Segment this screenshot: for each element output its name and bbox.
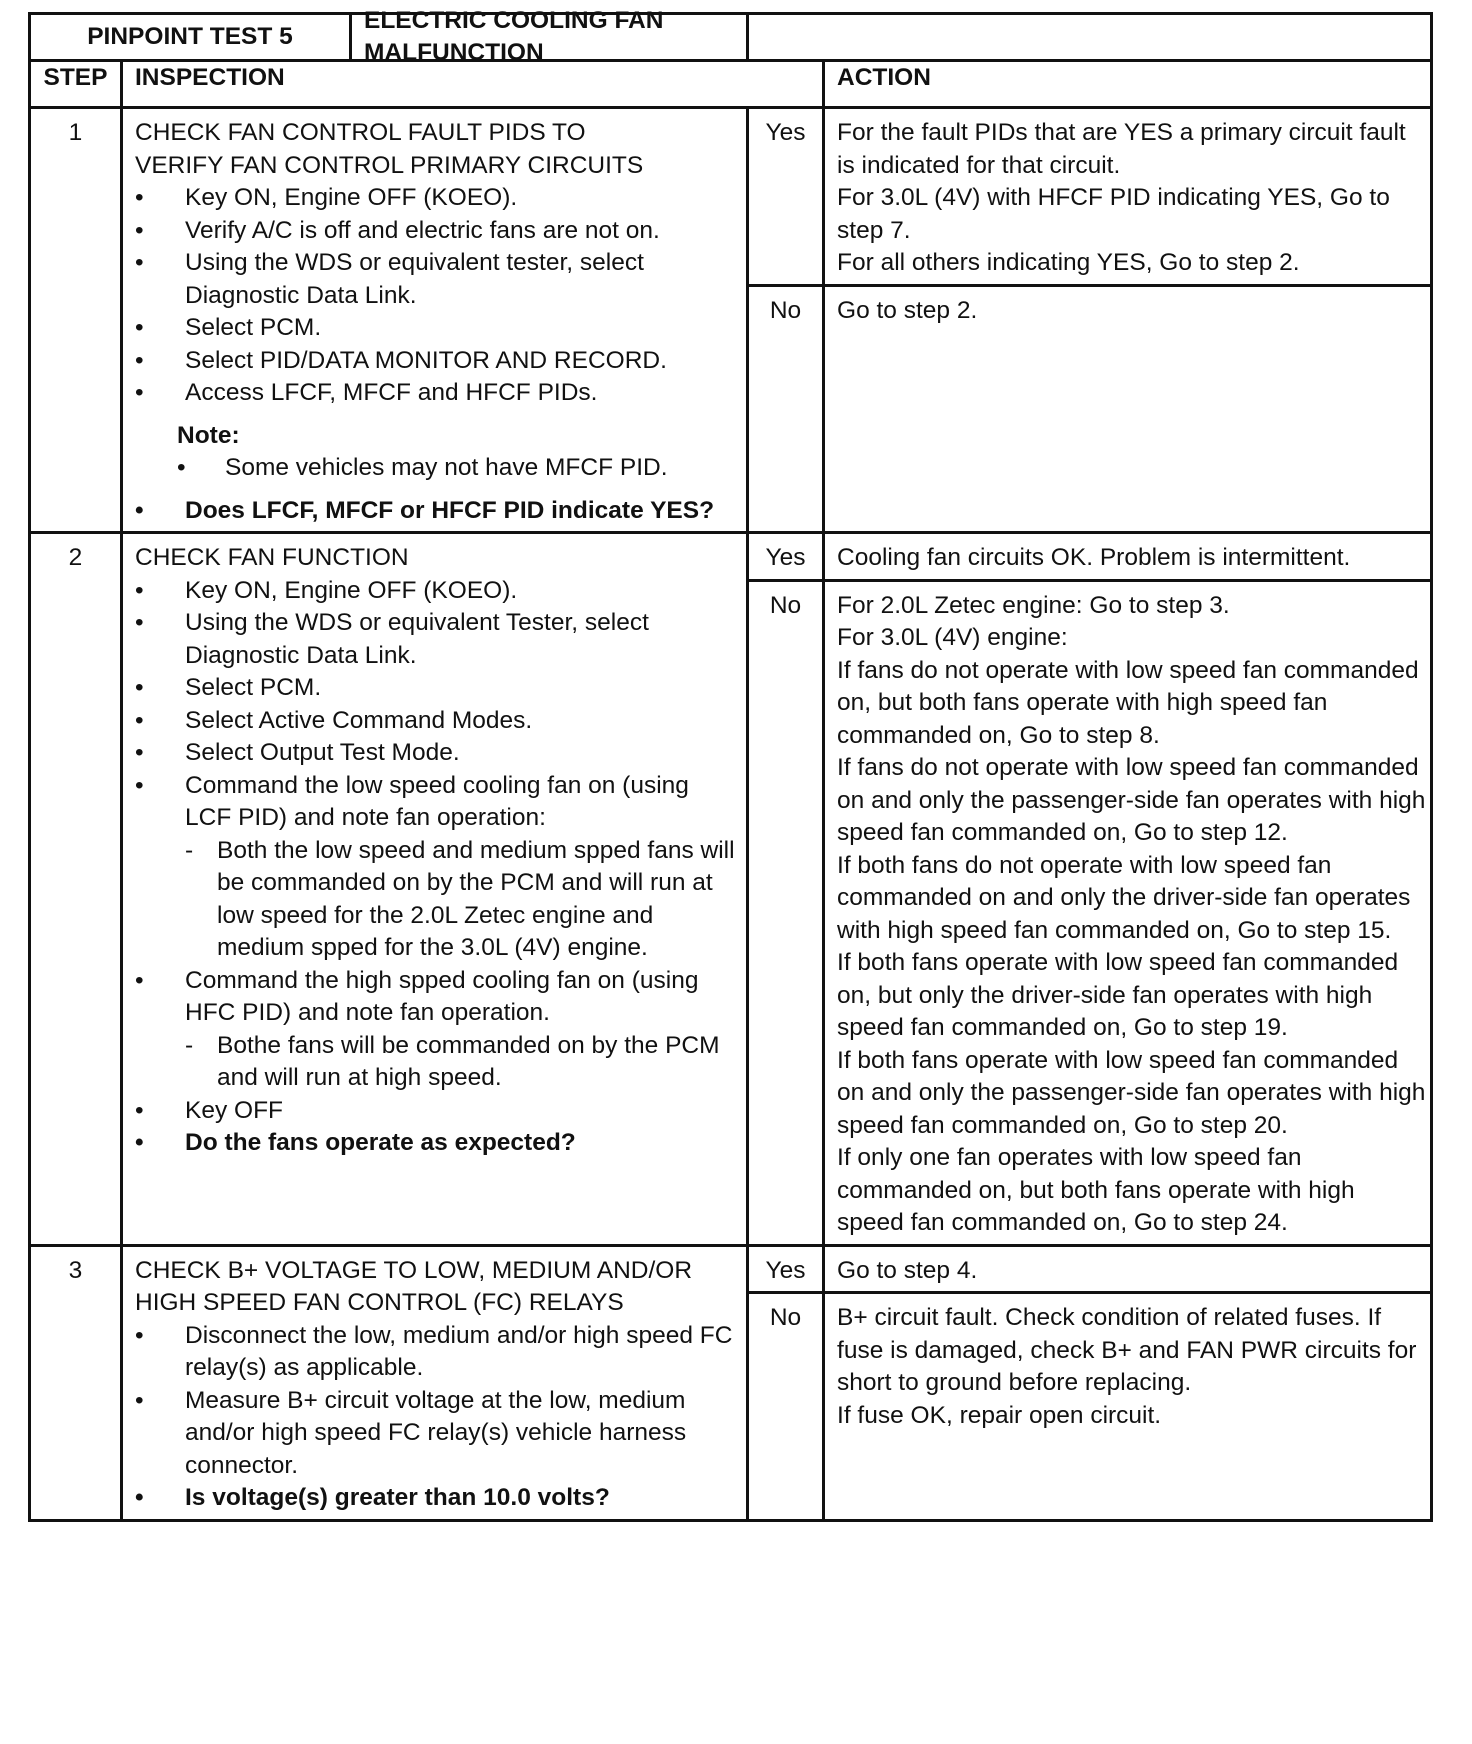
- no-action: Go to step 2.: [824, 285, 1432, 533]
- pinpoint-test-table: [28, 6, 1433, 1522]
- no-label: No: [748, 1293, 824, 1521]
- inspection-bullets: [135, 182, 740, 410]
- list-item: • Using the WDS or equivalent tester, select Diagnostic Data Link.: [135, 247, 740, 312]
- note-item: • Some vehicles may not have MFCF PID.: [177, 452, 740, 485]
- list-item: • Command the high spped cooling fan on (using HFC PID) and note fan operation. - Bothe fans will be commanded on by the PCM and will run at high speed.: [135, 965, 740, 1095]
- list-item: • Access LFCF, MFCF and HFCF PIDs.: [135, 377, 740, 410]
- test-title: ELECTRIC COOLING FAN MALFUNCTION: [364, 6, 664, 66]
- step-number: 1: [30, 108, 122, 533]
- sub-item: - Both the low speed and medium spped fans will be commanded on by the PCM and will run at low speed for the 2.0L Zetec engine and medium spped for the 3.0L (4V) engine.: [185, 835, 740, 965]
- step-row-2: [30, 533, 1432, 581]
- yes-label: Yes: [748, 108, 824, 286]
- step-title: CHECK FAN CONTROL FAULT PIDS TO VERIFY FAN CONTROL PRIMARY CIRCUITS: [135, 119, 644, 179]
- step-number: 2: [30, 533, 122, 1246]
- step-title: CHECK FAN FUNCTION: [135, 544, 409, 571]
- list-item: • Verify A/C is off and electric fans are not on.: [135, 215, 740, 248]
- step-row-1: [30, 108, 1432, 286]
- col-step-header: STEP: [30, 61, 122, 108]
- list-item: • Disconnect the low, medium and/or high speed FC relay(s) as applicable.: [135, 1320, 740, 1385]
- no-label: No: [748, 285, 824, 533]
- note-title: Note:: [177, 421, 240, 449]
- col-inspection-header: INSPECTION: [122, 61, 824, 108]
- step-inspection: [122, 108, 748, 533]
- inspection-bullets: [135, 575, 740, 1160]
- col-action-header: ACTION: [824, 61, 1432, 108]
- list-item: • Command the low speed cooling fan on (using LCF PID) and note fan operation: - Both the low speed and medium spped fans will be commanded on by the PCM and will run at low speed for the 2.0L Zetec engine and medium spped for the 3.0L (4V) engine.: [135, 770, 740, 965]
- no-action: For 2.0L Zetec engine: Go to step 3. For 3.0L (4V) engine: If fans do not operate with low speed fan commanded on, but both fans operate with high speed fan commanded on, Go to step 8. If fans do not operate with low speed fan commanded on and only the passenger-side fan operates with high speed fan commanded on, Go to step 12. If both fans do not operate with low speed fan commanded on and only the driver-side fan operates with high speed fan commanded on, Go to step 15. If both fans operate with low speed fan commanded on, but only the driver-side fan operates with high speed fan commanded on, Go to step 19. If both fans operate with low speed fan commanded on and only the passenger-side fan operates with high speed fan commanded on, Go to step 20. If only one fan operates with low speed fan commanded on, but both fans operate with high speed fan commanded on, Go to step 24.: [824, 580, 1432, 1245]
- list-item: • Select PCM.: [135, 312, 740, 345]
- step-inspection: [122, 533, 748, 1246]
- list-item: • Select PCM.: [135, 672, 740, 705]
- list-item: • Select Output Test Mode.: [135, 737, 740, 770]
- step-title: CHECK B+ VOLTAGE TO LOW, MEDIUM AND/OR HIGH SPEED FAN CONTROL (FC) RELAYS: [135, 1256, 693, 1316]
- yes-label: Yes: [748, 533, 824, 581]
- test-label: PINPOINT TEST 5: [31, 15, 352, 59]
- list-item: • Measure B+ circuit voltage at the low, medium and/or high speed FC relay(s) vehicle harness connector.: [135, 1385, 740, 1483]
- step-question: • Is voltage(s) greater than 10.0 volts?: [135, 1482, 740, 1515]
- inspection-bullets: [135, 1320, 740, 1515]
- list-item: • Key OFF: [135, 1095, 740, 1128]
- sub-item: - Bothe fans will be commanded on by the PCM and will run at high speed.: [185, 1030, 740, 1095]
- step-question: • Do the fans operate as expected?: [135, 1127, 740, 1160]
- yes-action: Go to step 4.: [824, 1245, 1432, 1293]
- yes-action: For the fault PIDs that are YES a primary circuit fault is indicated for that circuit. For 3.0L (4V) with HFCF PID indicating YES, Go to step 7. For all others indicating YES, Go to step 2.: [824, 108, 1432, 286]
- step-inspection: [122, 1245, 748, 1520]
- yes-label: Yes: [748, 1245, 824, 1293]
- note-box: [177, 420, 740, 485]
- list-item: • Select Active Command Modes.: [135, 705, 740, 738]
- list-item: • Key ON, Engine OFF (KOEO).: [135, 182, 740, 215]
- yes-action: Cooling fan circuits OK. Problem is intermittent.: [824, 533, 1432, 581]
- list-item: • Key ON, Engine OFF (KOEO).: [135, 575, 740, 608]
- no-label: No: [748, 580, 824, 1245]
- no-action: B+ circuit fault. Check condition of related fuses. If fuse is damaged, check B+ and FAN PWR circuits for short to ground before replacing. If fuse OK, repair open circuit.: [824, 1293, 1432, 1521]
- step-question: • Does LFCF, MFCF or HFCF PID indicate YES?: [135, 495, 740, 528]
- list-item: • Select PID/DATA MONITOR AND RECORD.: [135, 345, 740, 378]
- list-item: • Using the WDS or equivalent Tester, select Diagnostic Data Link.: [135, 607, 740, 672]
- step-number: 3: [30, 1245, 122, 1520]
- test-header-row: [30, 14, 1432, 61]
- step-row-3: [30, 1245, 1432, 1293]
